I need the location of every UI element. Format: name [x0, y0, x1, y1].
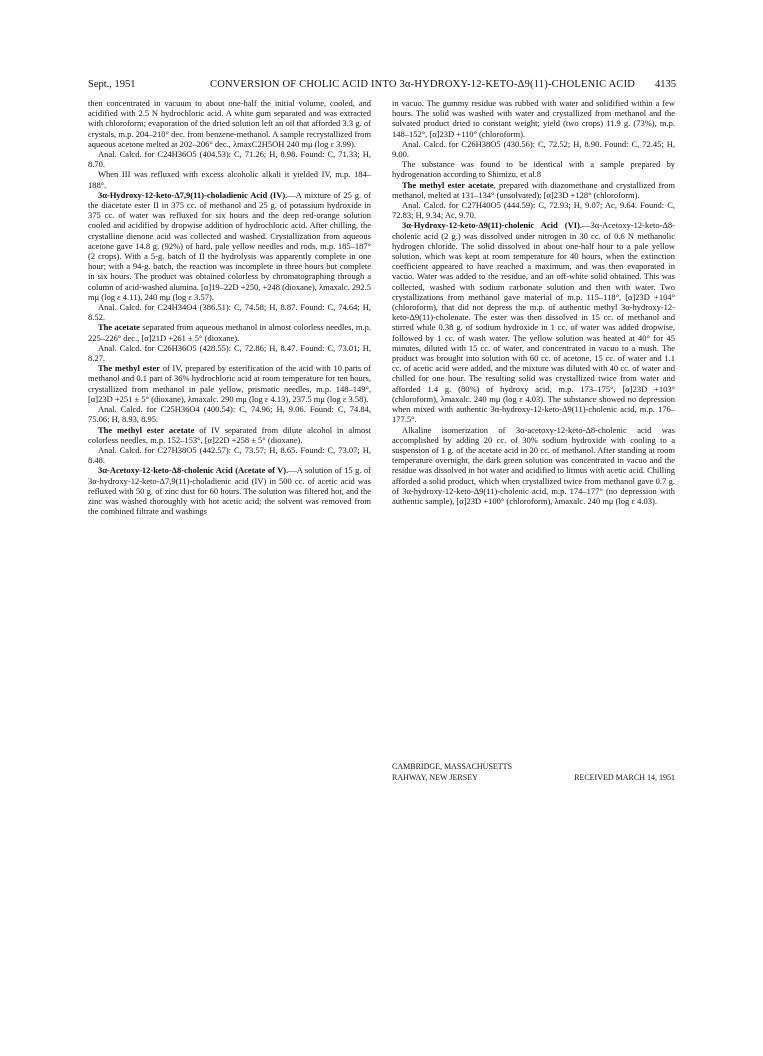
- paragraph: [392, 220, 675, 424]
- paragraph: [392, 425, 675, 507]
- paragraph-text: , prepared with diazomethane and crystallized from methanol, melted at 131–134° (unsolvated); [α]23D +128° (chloroform).: [392, 179, 675, 200]
- paragraph: [88, 98, 371, 149]
- section-heading: 3α-Acetoxy-12-keto-Δ8-cholenic Acid (Acetate of V).: [98, 465, 289, 476]
- paragraph-text: Anal. Calcd. for C27H40O5 (444.59): C, 72.93; H, 9.07; Ac, 9.64. Found: C, 72.83; H, 9.34; Ac, 9.70.: [392, 200, 675, 221]
- paragraph: [88, 425, 371, 445]
- running-header: [88, 78, 676, 92]
- paragraph: [88, 169, 371, 189]
- paragraph-text: Anal. Calcd. for C26H38O5 (430.56): C, 72.52; H, 8.90. Found: C, 72.45; H, 9.00.: [392, 138, 675, 160]
- paragraph: [88, 322, 371, 342]
- paragraph: [88, 190, 371, 302]
- page-number: 4135: [655, 79, 676, 90]
- right-column: [392, 98, 675, 758]
- paragraph-text: Anal. Calcd. for C24H36O5 (404.53): C, 71.26; H, 8.98. Found: C, 71.33; H, 8.70.: [88, 149, 371, 170]
- paragraph: [392, 98, 675, 139]
- paragraph-text: —A mixture of 25 g. of the diacetate ester II in 375 cc. of methanol and 25 g. of potassium hydroxide in 375 cc. of water was refluxed for six hours and the deep red-orange solution cooled and acidified by dropwise addition of hydrochloric acid. After chilling, the crystalline dienone acid was collected and washed. Crystallization from aqueous acetone gave 14.8 g. (92%) of hard, pale yellow needles and rods, m.p. 185–187° (2 crops). With a 5-g. batch of II the hydrolysis was apparently complete in one hour; with a 94-g. batch, the reaction was incomplete in three hours but complete in six hours. The product was obtained colorless by chromatographing through a column of acid-washed alumina. [α]19–22D +250, +248 (dioxane), λmaxalc. 292.5 mμ (log ε 4.11), 240 mμ (log ε 3.57).: [88, 189, 371, 302]
- left-column: [88, 98, 371, 853]
- location-line-1: CAMBRIDGE, MASSACHUSETTS: [392, 762, 513, 771]
- paragraph-text: Anal. Calcd. for C26H36O5 (428.55): C, 72.86; H, 8.47. Found: C, 73.01; H, 8.27.: [88, 342, 371, 364]
- section-heading: 3α-Hydroxy-12-keto-Δ9(11)-cholenic Acid (VI).: [402, 220, 582, 231]
- paragraph: [88, 149, 371, 169]
- header-date: Sept., 1951: [88, 79, 136, 90]
- paragraph: [392, 159, 675, 179]
- paragraph-text: Anal. Calcd. for C25H36O4 (400.54): C, 74.96; H, 9.06. Found: C, 74.84, 75.06; H, 8.93, 8.95.: [88, 404, 371, 425]
- header-title: CONVERSION OF CHOLIC ACID INTO 3α-HYDROXY-12-KETO-Δ9(11)-CHOLENIC ACID: [210, 79, 636, 90]
- paragraph-text: of IV separated from dilute alcohol in almost colorless needles, m.p. 152–153°, [α]22D +258 ± 5° (dioxane).: [88, 424, 371, 445]
- paragraph-text: Alkaline isomerization of 3α-acetoxy-12-keto-Δ8-cholenic acid was accomplished by adding 20 cc. of 30% sodium hydroxide with cooling to a suspension of 1 g. of the acetate acid in 20 cc. of methanol. After standing at room temperature overnight, the dark green solution was concentrated in vacuo and the residue was dissolved in hot water and acidified to litmus with acetic acid. Chilling afforded a solid product, which when crystallized twice from methanol gave 0.7 g. of 3α-hydroxy-12-keto-Δ9(11)-cholenic acid, m.p. 174–177° (no depression with authentic sample), [α]23D +100° (chloroform), λmaxalc. 240 mμ (log ε 4.03).: [392, 424, 675, 506]
- paragraph: [392, 180, 675, 200]
- paragraph-text: When III was refluxed with excess alcoholic alkali it yielded IV, m.p. 184–188°.: [88, 169, 371, 190]
- paragraph-text: —3α-Acetoxy-12-keto-Δ8-cholenic acid (2 g.) was dissolved under nitrogen in 30 cc. of 0.6 N methanolic hydrogen chloride. The solid dissolved in about one-half hour to a pale yellow solution, which was kept at room temperature for 40 hours, when the extinction coefficient appeared to have reached a maximum, and was then evaporated in vacuo. Water was added to the residue, and an off-white solid obtained. This was collected, washed with sodium carbonate solution and then with water. Two crystallizations from methanol gave material of m.p. 115–118°, [α]23D +104° (chloroform), that did not depress the m.p. of authentic methyl 3α-hydroxy-12-keto-Δ9(11)-cholenate. The ester was then dissolved in 15 cc. of methanol and stirred while 0.38 g. of sodium hydroxide in 1 cc. of water was added dropwise, followed by 1 cc. of wash water. The yellow solution was heated at 40° for 45 minutes, diluted with 15 cc. of water, and concentrated in vacuo to a mush. The product was brought into solution with 60 cc. of acetone, 15 cc. of water and 1.1 cc. of acetic acid were added, and the mixture was diluted with 40 cc. of water and chilled for one hour. The resulting solid was crystallized twice from water and afforded 1.4 g. (80%) of hydroxy acid, m.p. 173–175°, [α]23D +103° (chloroform), λmaxalc. 240 mμ (log ε 4.03). The substance showed no depression when mixed with authentic 3α-hydroxy-12-keto-Δ9(11)-cholenic acid, m.p. 176–177.5°.: [392, 220, 675, 425]
- paragraph-text: The substance was found to be identical with a sample prepared by hydrogenation according to Shimizu, et al.8: [392, 159, 675, 180]
- paragraph-text: of IV, prepared by esterification of the acid with 10 parts of methanol and 0.1 part of 36% hydrochloric acid at room temperature for ten hours, crystallized from methanol in pale yellow, prismatic needles, m.p. 148–149°, [α]23D +251 ± 5° (dioxane), λmaxalc. 290 mμ (log ε 4.13), 237.5 mμ (log ε 3.58).: [88, 363, 371, 404]
- paragraph: [392, 200, 675, 220]
- section-heading: The methyl ester acetate: [402, 179, 494, 190]
- paragraph-text: in vacuo. The gummy residue was rubbed with water and solidified within a few hours. The solid was washed with water and crystallized from methanol and the solvated product dried to constant weight; yield (two crops) 11.9 g. (73%), m.p. 148–152°, [α]23D +110° (chloroform).: [392, 98, 675, 139]
- paragraph-text: separated from aqueous methanol in almost colorless needles, m.p. 225–226° dec., [α]21D +261 ± 5° (dioxane).: [88, 322, 371, 343]
- paragraph: [88, 404, 371, 424]
- paragraph: [88, 465, 371, 516]
- section-heading: 3α-Hydroxy-12-keto-Δ7,9(11)-choladienic Acid (IV).: [98, 189, 288, 200]
- paragraph: [88, 302, 371, 322]
- section-heading: The methyl ester acetate: [98, 424, 195, 435]
- paragraph-text: Anal. Calcd. for C27H38O5 (442.57): C, 73.57; H, 8.65. Found: C, 73.07; H, 8.48.: [88, 444, 371, 466]
- paragraph: [88, 343, 371, 363]
- paragraph-text: Anal. Calcd. for C24H34O4 (386.51): C, 74.58; H, 8.87. Found: C, 74.64; H, 8.52.: [88, 302, 371, 323]
- paragraph: [88, 363, 371, 404]
- paragraph-text: —A solution of 15 g. of 3α-hydroxy-12-keto-Δ7,9(11)-choladienic acid (IV) in 500 cc. of acetic acid was refluxed with 50 g. of zinc dust for 60 hours. The solution was filtered hot, and the zinc was washed thoroughly with hot acetic acid; the solvent was removed from the combined filtrate and washings: [88, 465, 371, 517]
- location-line-2: RAHWAY, NEW JERSEY: [392, 773, 478, 782]
- affiliation-footer: [392, 761, 675, 782]
- received-date: RECEIVED MARCH 14, 1951: [574, 773, 675, 782]
- paragraph: [392, 139, 675, 159]
- paragraph: [88, 445, 371, 465]
- paragraph-text: then concentrated in vacuum to about one-half the initial volume, cooled, and acidified with 2.5 N hydrochloric acid. A white gum separated and was extracted with chloroform; evaporation of the dried solution left an oil that afforded 3.3 g. of crystals, m.p. 204–210° dec. from benzene-methanol. A sample recrystallized from aqueous acetone melted at 202–206° dec., λmaxC2H5OH 240 mμ (log ε 3.99).: [88, 98, 371, 149]
- section-heading: The methyl ester: [98, 363, 161, 374]
- section-heading: The acetate: [98, 322, 140, 333]
